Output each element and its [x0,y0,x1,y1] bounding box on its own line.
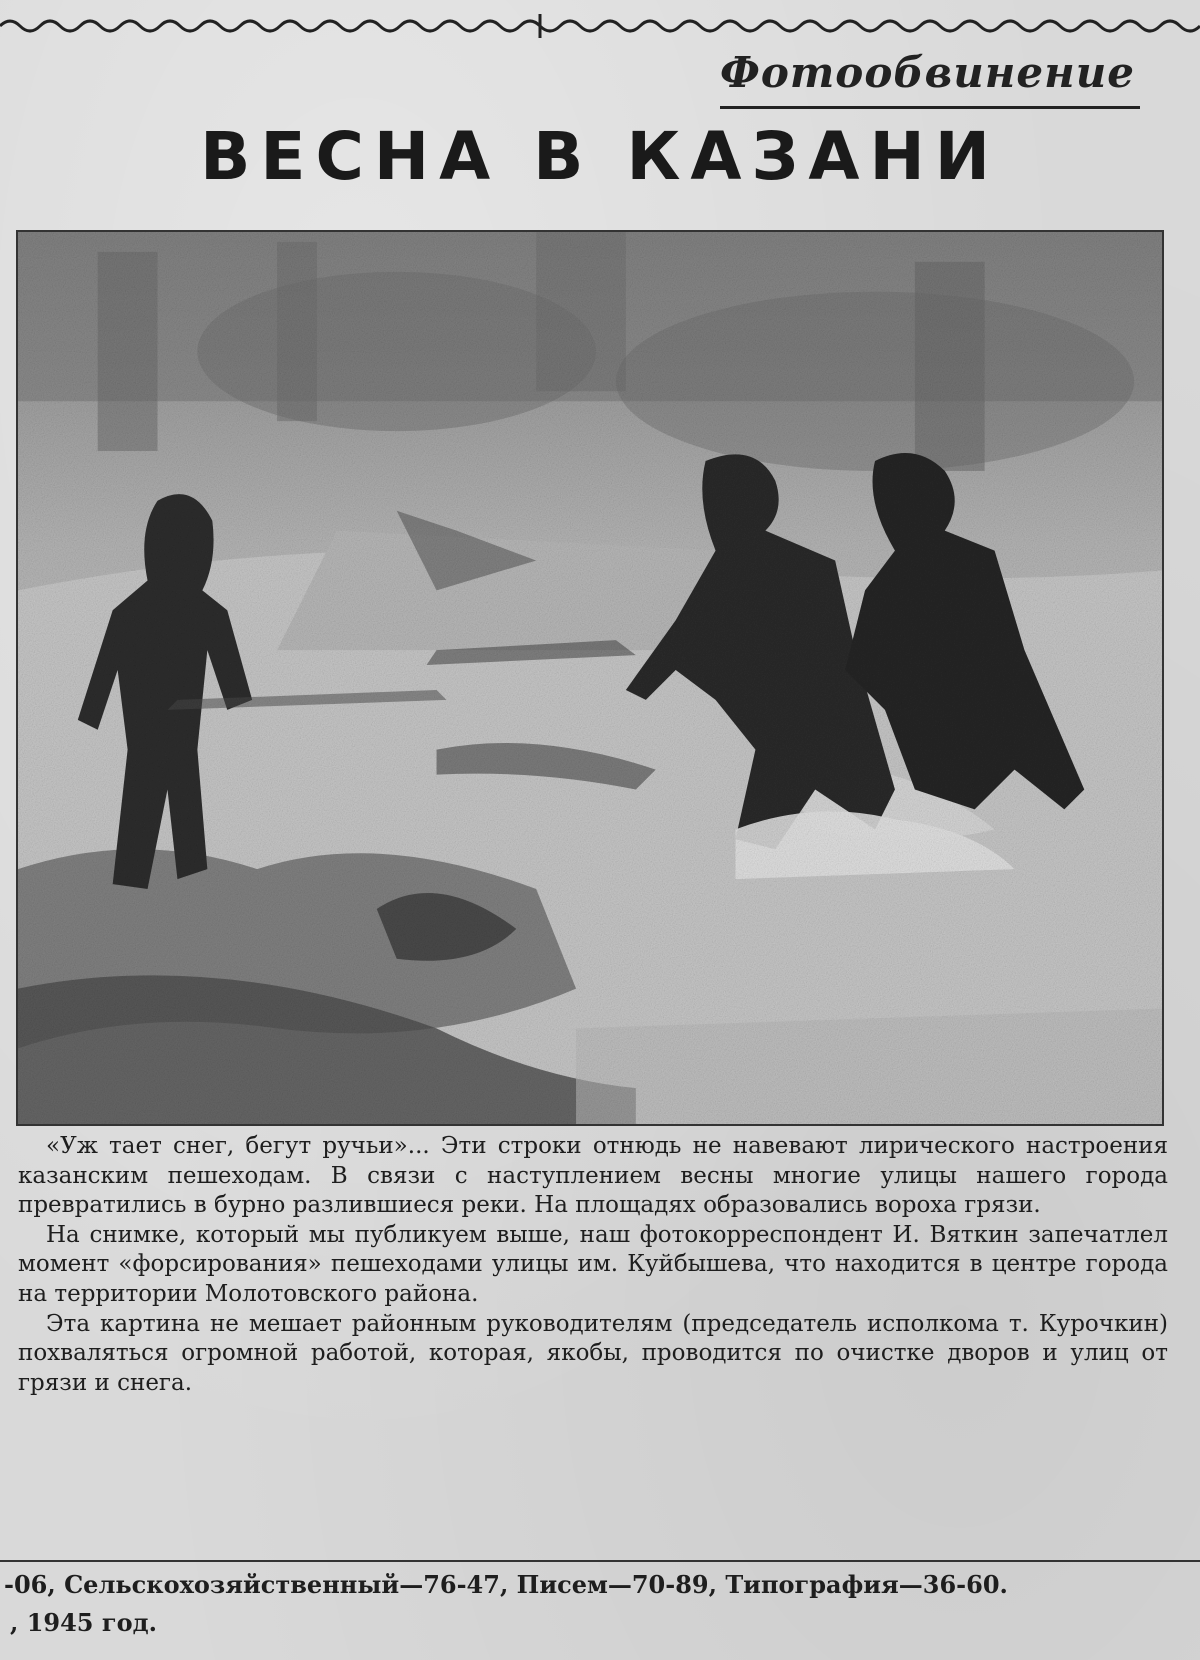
rubric-label: Фотообвинение [720,48,1135,97]
footer-year-line: , 1945 год. [10,1608,157,1637]
wavy-top-rule [0,8,1200,38]
footer [0,1566,1160,1642]
footer-rule [0,1560,1200,1562]
rubric-header [720,40,1140,109]
street-flood-photo [16,230,1164,1126]
footer-phone-line: -06, Сельскохозяйственный—76-47, Писем—70-89, Типография—36-60. [4,1570,1008,1599]
article-paragraph: Эта картина не мешает районным руководителям (председатель исполкома т. Курочкин) похваляться огромной работой, которая, якобы, проводится по очистке дворов и улиц от грязи и снега. [18,1310,1168,1396]
photo-illustration [18,232,1162,1124]
article-body [18,1132,1168,1552]
article-paragraph: На снимке, который мы публикуем выше, наш фотокорреспондент И. Вяткин запечатлел момент «форсирования» пешеходами улицы им. Куйбышева, что находится в центре города на территории Молотовского района. [18,1221,1168,1307]
headline: ВЕСНА В КАЗАНИ [200,118,1000,195]
article-paragraph: «Уж тает снег, бегут ручьи»... Эти строки отнюдь не навевают лирического настроения казанским пешеходам. В связи с наступлением весны многие улицы нашего города превратились в бурно разлившиеся реки. На площадях образовались вороха грязи. [18,1133,1168,1219]
